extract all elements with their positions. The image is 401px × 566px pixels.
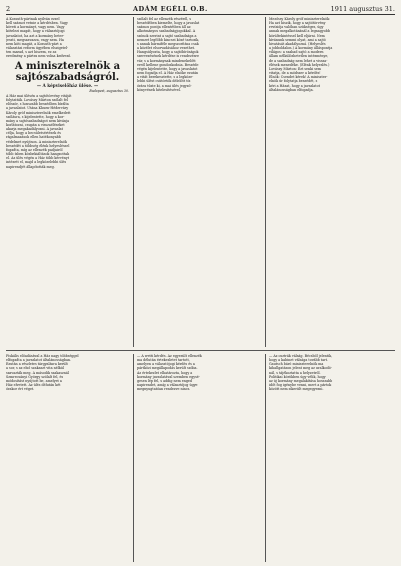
lower-column-3-line: között nem sikerült megegyezni.: [269, 387, 324, 392]
column-3: [269, 17, 395, 347]
column-1-lead-line: eredmény a pártra nem volna kedvező.: [6, 54, 72, 59]
lower-column-3: [269, 354, 395, 562]
column-3-line: Mezőssy Károly gróf miniszterelnök:: [269, 17, 331, 21]
column-2-line: szólalt fel az ellenzék részéről, s: [137, 17, 192, 21]
lower-column-1-line: Szmrecsányi György szólalt fel, és: [6, 374, 64, 379]
column-3-line: Elnök: Csendet kérek! A miniszter-: [269, 75, 328, 80]
dateline: Budapest, augusztus 30.: [89, 88, 129, 93]
masthead: [6, 3, 395, 15]
column-2-line: órára tűzte ki, a mai ülés jegyző-: [137, 83, 192, 88]
column-1-body-line: Károly gróf miniszterelnök emelkedett: [6, 110, 71, 115]
lower-column-3-line: nál, s tájékoztatta a helyzetről.: [269, 370, 321, 375]
column-1-body-line: rágalmazások ellen hatékonyabb: [6, 135, 61, 140]
column-1-lead-line: kell számot vetnie a kérdésben. Vagy: [6, 21, 68, 26]
column-2-line: könyvének hitelesítésével.: [137, 87, 181, 92]
column-1-body-line: el. Az ülés végén a Ház több kérvényt: [6, 156, 70, 161]
lower-column-1-line: Fiskális előadásával a Ház nagy többséggel: [6, 354, 79, 358]
lower-column-3-line: — Az osztrák válság. Bécsből jelentik,: [269, 354, 333, 358]
lower-column-3-line: időt fog igénybe venni, mert a pártok: [269, 383, 332, 388]
column-1-body-line: fogadta, míg az ellenzék padjairól: [6, 147, 63, 152]
column-1-body-line: akarja megakadályozni. A javaslat: [6, 127, 63, 132]
column-1-lead-text: [6, 17, 129, 59]
lower-column-3-line: Politikai körökben úgy vélik, hogy: [269, 374, 326, 379]
column-2-line: nemzet legfőbb kincsei közé tartozik,: [137, 37, 200, 42]
column-1-lead-line: ten marad, s azt hiszem, ez az: [6, 50, 57, 55]
lower-column-3-line: hogy a kabinet válsága tovább tart.: [269, 358, 329, 363]
column-1-lead-line: választási reform ügyében elszigetel-: [6, 46, 69, 51]
column-2-line: erről kellene gondoskodnia. Beszéde: [137, 62, 199, 67]
column-2-line: a közélet elsorvadásához vezethet.: [137, 46, 196, 51]
column-2: [137, 17, 261, 347]
column-3-line: Ha azt hiszik, hogy a sajtótörvény: [269, 21, 326, 26]
column-2-line: lebbi ülést csütörtök délelőtt tíz: [137, 79, 191, 84]
lower-column-2-line: amelyen a választójogi kérdés és a: [137, 362, 195, 367]
column-3-line: élések menedéke. (Élénk helyeslés.): [269, 62, 330, 67]
column-3-line: elnök úr folytatja beszédét, s: [269, 79, 318, 84]
column-3-line: vitatja, de a módszer a kérdés!: [269, 71, 321, 76]
column-3-line: világos: a szabad sajtó a modern: [269, 50, 324, 55]
lower-column-2-line: gesen lép fel, s addig nem enged: [137, 378, 192, 383]
lower-column-1-line: Ezután a részletes tárgyalásra került: [6, 362, 68, 367]
lower-column-2-line: megnyugtatóan rendezve nincs.: [137, 387, 191, 392]
lower-column-1-line: szavazták meg. A második szakasznál: [6, 370, 69, 375]
lower-column-2-line: Az értekezlet elhatározta, hogy a: [137, 370, 193, 375]
column-2-line: végén kijelentette, hogy a javaslatot: [137, 66, 198, 71]
lower-column-1-line: órakor ért véget.: [6, 387, 35, 392]
column-2-line: alkotmányos szabadságjogokkal. A: [137, 29, 196, 34]
column-1-body-line: napirendjét állapították meg.: [6, 164, 55, 169]
lower-column-2-line: kormány javaslatával szemben egysé-: [137, 374, 200, 379]
column-3-line: revíziója valóban szükséges, úgy: [269, 25, 324, 30]
column-1-body-line: korlátozni, csupán a visszaéléseket: [6, 122, 65, 127]
column-3-line: annak megalkotásánál a legnagyobb: [269, 29, 330, 34]
column-1-body-line: több ízben közbekiáltások hangzottak: [6, 152, 70, 157]
column-1-body-line: szólásra, s kijelentette, hogy a kor-: [6, 114, 65, 119]
column-1-body-line: először, s hosszabb beszédben bírálta: [6, 102, 69, 107]
column-3-line: állam nélkülözhetetlen intézménye,: [269, 54, 329, 59]
article-subhead: — A képviselőház ülése. —: [36, 82, 99, 88]
article-headline: A miniszterelnök a sajtószabadságról.: [14, 60, 121, 83]
column-3-line: de a szabadság nem lehet a vissza-: [269, 58, 328, 63]
lower-column-3-line: az új kormány megalakítása hosszabb: [269, 378, 333, 383]
lower-column-2-line: pártközi megállapodás került szóba.: [137, 366, 198, 371]
column-1-body-line: mány a sajtószabadságot nem kívánja: [6, 118, 70, 123]
column-1-body-line: beszédét a többség élénk helyesléssel: [6, 143, 70, 148]
lower-column-1-line: a sor, s az első szakaszt vita nélkül: [6, 366, 64, 371]
issue-date: 1911 augusztus 31.: [330, 4, 395, 13]
column-3-line: a jobboldalon.) A kormány álláspontja: [269, 46, 333, 51]
column-1-lead-line: nem köti magát, a Kossuth-párt a: [6, 41, 62, 46]
column-1-body-line: folytatták. Lovászy Márton szólalt fel: [6, 98, 68, 103]
column-2-line: vár, s a kormánynak mindenekelőtt: [137, 58, 196, 63]
column-2-line: a vitát berekesztette, s a legköze-: [137, 75, 194, 80]
column-1-body-line: A Ház mai ülésén a sajtótörvény vitáját: [6, 93, 72, 98]
column-1-body-line: intézett el, majd a legközelebbi ülés: [6, 160, 67, 165]
lower-column-2-line: napirendet, amíg a választójog ügye: [137, 383, 198, 388]
column-3-line: hivatását akadályozná. (Helyeslés: [269, 41, 326, 46]
lower-column-3-line: kihallgatáson jelent meg az uralkodó-: [269, 366, 332, 371]
column-2-line: szónok szerint a sajtó szabadsága a: [137, 33, 197, 38]
column-2-line: s annak bármiféle megszorítása csak: [137, 41, 199, 46]
column-1-lead-line: javaslatot, ha azt a kormány beter-: [6, 33, 65, 38]
column-2-line: Hangsúlyozta, hogy a sajtóbíróságok: [137, 50, 199, 55]
column-divider-1: [133, 17, 134, 347]
column-3-line: általánosságban elfogadja.: [269, 87, 314, 92]
column-2-line: beszédében kiemelte, hogy a javaslat: [137, 21, 200, 26]
lower-divider-1: [133, 354, 134, 562]
lower-divider-2: [265, 354, 266, 562]
column-3-line: kéri a Házat, hogy a javaslatot: [269, 83, 320, 88]
lower-column-3-line: Gautsch báró miniszterelnök ma: [269, 362, 324, 367]
lower-column-1-line: elfogadta a javaslatot általánosságban.: [6, 358, 72, 363]
column-1-lead-line: jeszti, megszavazza, vagy nem. Ha: [6, 37, 64, 42]
section-divider: [6, 350, 395, 351]
column-1-lead-line: A Kossuth-pártnak nyilván ezzel: [6, 17, 60, 21]
lower-column-1-line: Ház elvetett. Az ülés délután két: [6, 383, 61, 388]
column-2-line: szervezésének kérdése is rendezésre: [137, 54, 199, 59]
lower-column-1: [6, 354, 129, 562]
column-3-line: körültekintéssel kell eljárni. Nem: [269, 33, 325, 38]
lower-column-2-line: ma délután értekezletet tartott,: [137, 358, 190, 363]
lower-column-2: [137, 354, 261, 562]
column-divider-2: [265, 17, 266, 347]
column-2-line: nem fogadja el. A Ház elnöke ezután: [137, 71, 199, 76]
column-1-body-line: védelmet nyújtson. A miniszterelnök: [6, 139, 67, 144]
column-1-lead-line: kötelezi magát, hogy a választójogi: [6, 29, 65, 34]
column-1-body-line: célja, hogy a becsületsértések és: [6, 131, 61, 136]
lower-column-1-line: módosítást nyújtott be, amelyet a: [6, 378, 62, 383]
lower-column-2-line: — A wetti kérdés. Az egyesült ellenzék: [137, 354, 202, 358]
column-1: [6, 17, 129, 347]
column-3-line: kívánunk semmi olyat, ami a sajtó: [269, 37, 326, 42]
page-number: 2: [6, 4, 11, 13]
newspaper-title: ADÁM EGÉLL O.B.: [132, 4, 208, 13]
column-2-line: számos pontja ellentétben áll az: [137, 25, 191, 30]
column-1-body-line: a javaslatot. Utána Khuen-Héderváry: [6, 106, 69, 111]
column-1-lead-line: követi a kormányt, vagy nem. Vagy: [6, 25, 65, 30]
column-3-line: Lovászy Márton: Ezt senki sem: [269, 66, 322, 71]
column-1-body-text: [6, 94, 129, 169]
